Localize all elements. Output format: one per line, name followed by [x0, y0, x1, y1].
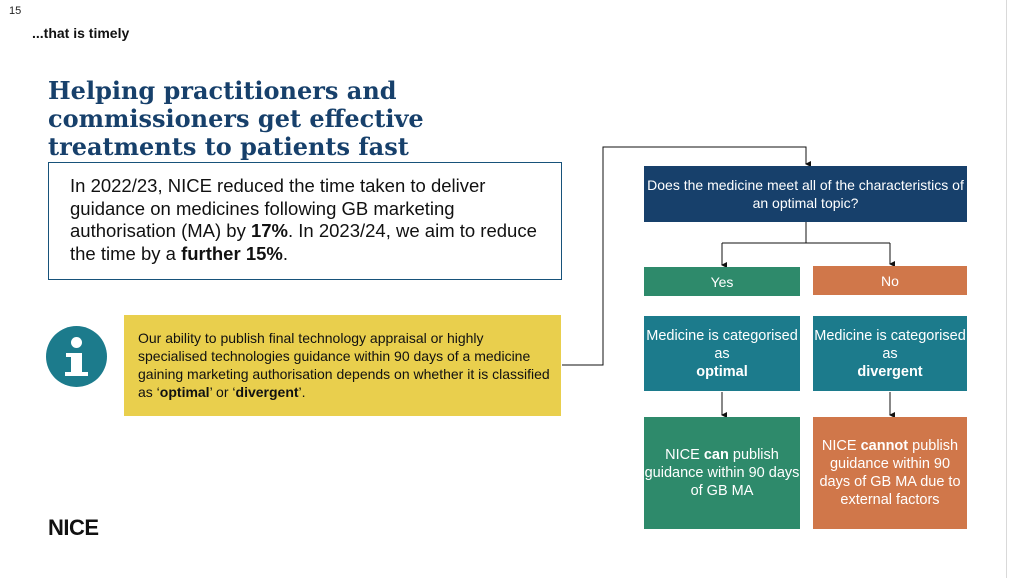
stat-text-1: In 2022/23, NICE reduced the time taken to deliver guidance on medicines following GB marketing authorisation (MA) by	[70, 175, 486, 241]
flow-yes-label: Yes	[710, 273, 734, 290]
stat-text-3: .	[282, 242, 288, 264]
note-text-2: ’ or ‘	[209, 384, 236, 400]
flow-yes	[644, 267, 800, 296]
nice-logo: NICE	[48, 515, 99, 540]
stat-text-2: . In 2023/24, we aim to reduce the time by a	[70, 220, 537, 264]
note-text-3: ’.	[298, 384, 306, 400]
flow-can-publish	[644, 417, 800, 529]
flow-cannot-publish	[813, 417, 967, 529]
note-optimal: optimal	[159, 384, 210, 400]
flow-question-text: Does the medicine meet all of the characteristics of an optimal topic?	[647, 177, 964, 211]
note-divergent: divergent	[235, 384, 299, 400]
flow-cannot-text: NICE cannot publish guidance within 90 days of GB MA due to external factors	[819, 438, 961, 508]
stat-highlight-17: 17%	[250, 220, 288, 241]
page-number: 15	[9, 5, 22, 17]
page-title: Helping practitioners and commissioners get effective treatments to patients fast	[48, 76, 424, 161]
flow-divergent-text: Medicine is categorised as divergent	[814, 327, 966, 380]
note-text-1: Our ability to publish final technology appraisal or highly specialised technologies guidance within 90 days of a medicine gaining marketing authorisation depends on whether it is classified as ‘	[138, 330, 550, 400]
flow-can-text: NICE can publish guidance within 90 days of GB MA	[644, 447, 800, 499]
flow-no	[813, 266, 967, 295]
flow-question	[644, 166, 967, 222]
section-subtitle: ...that is timely	[32, 25, 130, 41]
flow-divergent	[813, 316, 967, 391]
stat-highlight-15: further 15%	[181, 242, 283, 264]
flow-optimal-text: Medicine is categorised as optimal	[646, 327, 798, 380]
flow-optimal	[644, 316, 800, 391]
flow-no-label: No	[881, 272, 899, 289]
